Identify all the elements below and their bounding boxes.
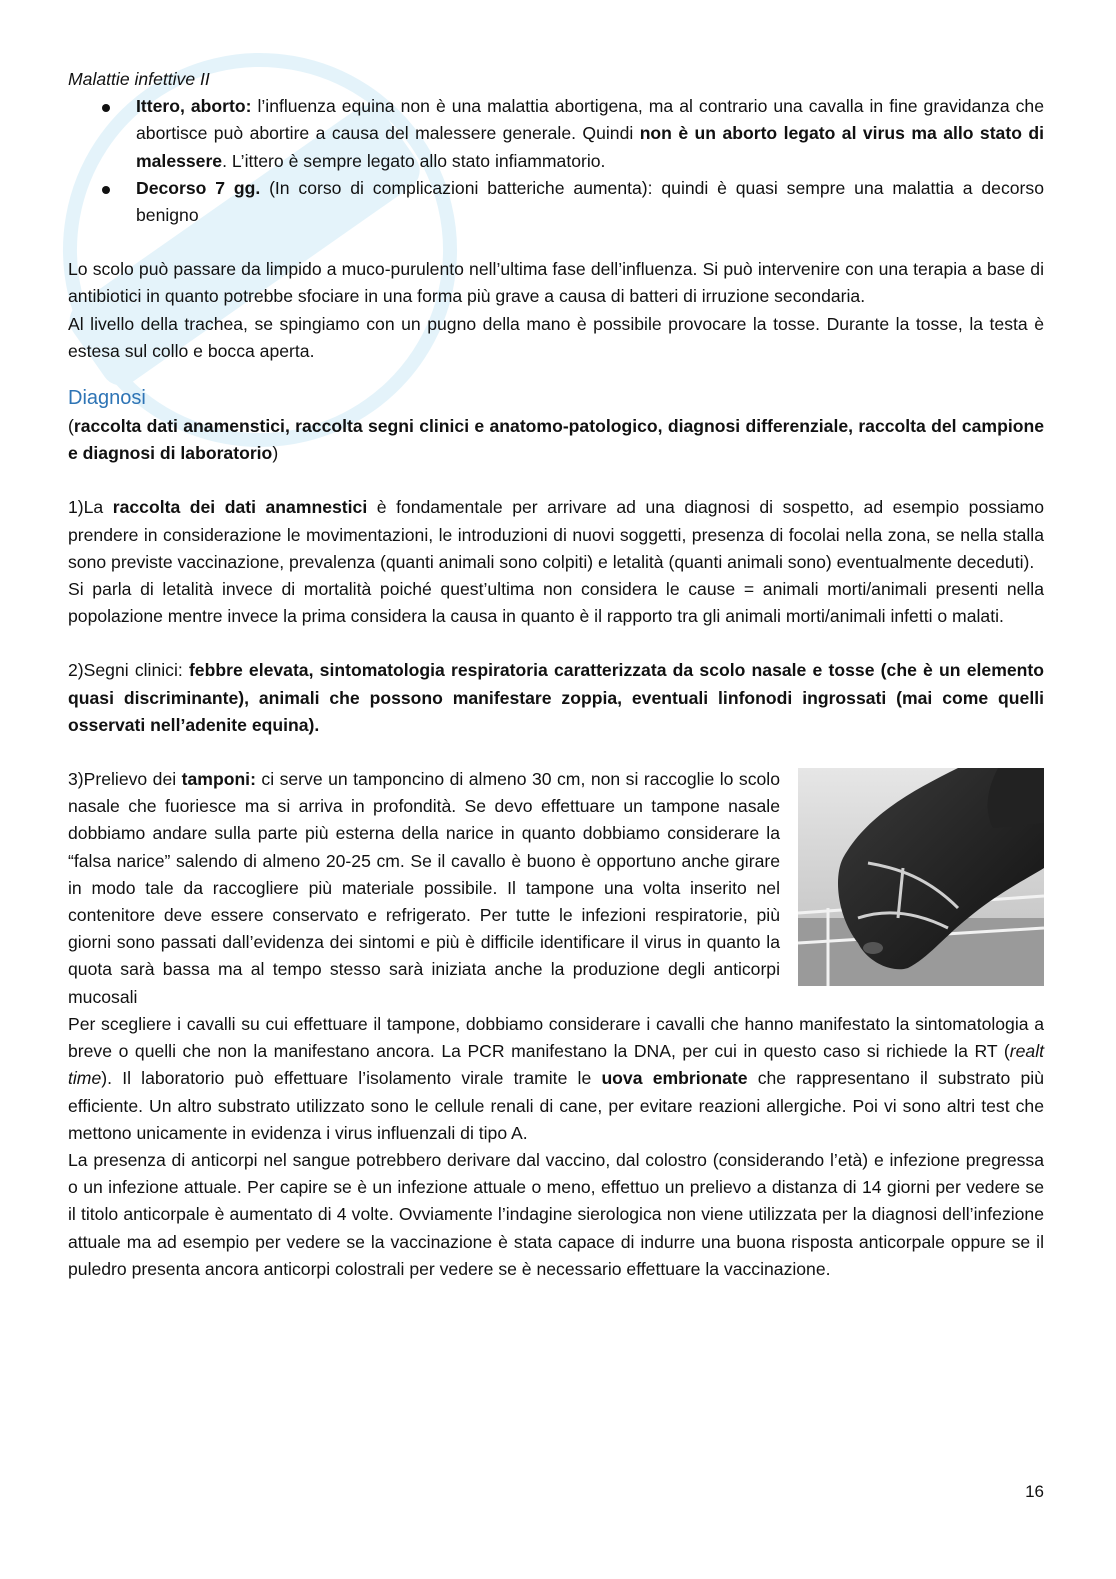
- uova-embrionate-bold: uova embrionate: [601, 1068, 748, 1089]
- paragraph-tamponi: 3)Prelievo dei tamponi: ci serve un tamponcino di almeno 30 cm, non si raccoglie lo scolo nasale che fuoriesce ma si arriva in profondità. Se devo effettuare un tampone nasale dobbiamo andare sulla parte più esterna della narice in quanto dobbiamo considerare la “falsa narice” salendo di almeno 20-25 cm. Se il cavallo è buono è opportuno anche girare in modo tale da raccogliere più materiale possibile. Il tampone una volta inserito nel contenitore deve essere conservato e refrigerato. Per tutte le infezioni respiratorie, più giorni sono passati dall’evidenza dei sintomi e più è difficile identificare il virus in quanto la quota sarà bassa ma al tempo stesso sarà iniziata anche la produzione degli anticorpi mucosali: [68, 769, 780, 1007]
- diagnosi-intro: (raccolta dati anamenstici, raccolta segni clinici e anatomo-patologico, diagnosi differenziale, raccolta del campione e diagnosi di laboratorio): [68, 416, 1044, 464]
- section-heading-diagnosi: Diagnosi: [68, 387, 146, 410]
- bullet-item-decorso: [68, 175, 1044, 229]
- bullet-text: (In corso di complicazioni batteriche aumenta): quindi è quasi sempre una malattia a decorso benigno: [136, 177, 1044, 226]
- document-header-title: Malattie infettive II: [68, 69, 210, 89]
- bullet-lead: Ittero, aborto:: [136, 96, 252, 117]
- paragraph-scolo: Lo scolo può passare da limpido a muco-purulento nell’ultima fase dell’influenza. Si può intervenire con una terapia a base di antibiotici in quanto potrebbe sfociare in una forma più grave a causa di batteri di irruzione secondaria.: [68, 259, 1044, 307]
- bullet-item-ittero: [68, 93, 1044, 175]
- page-number: 16: [1025, 1482, 1044, 1501]
- paragraph-segni-clinici: 2)Segni clinici: febbre elevata, sintomatologia respiratoria caratterizzata da scolo nasale e tosse (che è un elemento quasi discriminante), animali che possono manifestare zoppia, eventuali linfonodi ingrossati (mai come quelli osservati nell’adenite equina).: [68, 660, 1044, 735]
- anamnesi-bold: raccolta dei dati anamnestici: [112, 497, 368, 518]
- bullet-dot-icon: [102, 186, 110, 194]
- tamponi-section: [68, 766, 1044, 1011]
- paragraph-trachea: Al livello della trachea, se spingiamo con un pugno della mano è possibile provocare la tosse. Durante la tosse, la testa è estesa sul collo e bocca aperta.: [68, 313, 1044, 361]
- bullet-dot-icon: [102, 104, 110, 112]
- diagnosi-intro-bold: raccolta dati anamenstici, raccolta segni clinici e anatomo-patologico, diagnosi differenziale, raccolta del campione e diagnosi di laboratorio: [68, 416, 1044, 464]
- paragraph-anamnesi: 1)La raccolta dei dati anamnestici è fondamentale per arrivare ad una diagnosi di sospetto, ad esempio possiamo prendere in considerazione le movimentazioni, le introduzioni di nuovi soggetti, presenza di focolai nella zona, se nella stalla sono previste vaccinazione, prevalenza (quanti animali sono colpiti) e letalità (quanti animali sono) eventualmente deceduti).: [68, 497, 1044, 572]
- bullet-bold-text: non è un aborto legato al virus ma allo stato di malessere: [136, 123, 1044, 171]
- tamponi-bold: tamponi:: [181, 769, 256, 790]
- paragraph-anticorpi: La presenza di anticorpi nel sangue potrebbero derivare dal vaccino, dal colostro (considerando l’età) e infezione pregressa o un infezione attuale. Per capire se è un infezione attuale o meno, effettuo un prelievo a distanza di 14 giorni per vedere se il titolo anticorpale è aumentato di 4 volte. Ovviamente l’indagine sierologica non viene utilizzata per la diagnosi dell’infezione attuale ma ad esempio per vedere se la vaccinazione è stata capace di indurre una buona risposta anticorpale oppure se il puledro presenta ancora anticorpi colostrali per vedere se è necessario effettuare la vaccinazione.: [68, 1149, 1044, 1279]
- bullet-text: . L’ittero è sempre legato allo stato infiammatorio.: [222, 150, 606, 171]
- segni-clinici-bold: febbre elevata, sintomatologia respiratoria caratterizzata da scolo nasale e tosse (che è un elemento quasi discriminante), animali che possono manifestare zoppia, eventuali linfonodi ingrossati (mai come quelli osservati nell’adenite equina).: [68, 660, 1044, 735]
- bullet-text: l’influenza equina non è una malattia abortigena, ma al contrario una cavalla in fine gravidanza che abortisce può abortire a causa del malessere generale. Quindi: [136, 96, 1045, 144]
- realt-time-italic: realt time: [68, 1041, 1044, 1089]
- bullet-lead: Decorso 7 gg.: [136, 177, 261, 198]
- symptom-bullet-list: [68, 93, 1044, 229]
- paragraph-letalita: Si parla di letalità invece di mortalità poiché quest’ultima non considera le cause = animali morti/animali presenti nella popolazione mentre invece la prima considera la causa in quanto è il rapporto tra gli animali morti/animali infetti o malati.: [68, 579, 1044, 627]
- horse-photo-image: [798, 768, 1044, 986]
- document-page: [68, 66, 1044, 1283]
- paragraph-pcr: Per scegliere i cavalli su cui effettuare il tampone, dobbiamo considerare i cavalli che hanno manifestato la sintomatologia a breve o quelli che non la manifestano ancora. La PCR manifestano la DNA, per cui in questo caso si richiede la RT (realt time). Il laboratorio può effettuare l’isolamento virale tramite le uova embrionate che rappresentano il substrato più efficiente. Un altro substrato utilizzato sono le cellule renali di cane, per evitare reazioni allergiche. Poi vi sono altri test che mettono unicamente in evidenza i virus influenzali di tipo A.: [68, 1013, 1044, 1143]
